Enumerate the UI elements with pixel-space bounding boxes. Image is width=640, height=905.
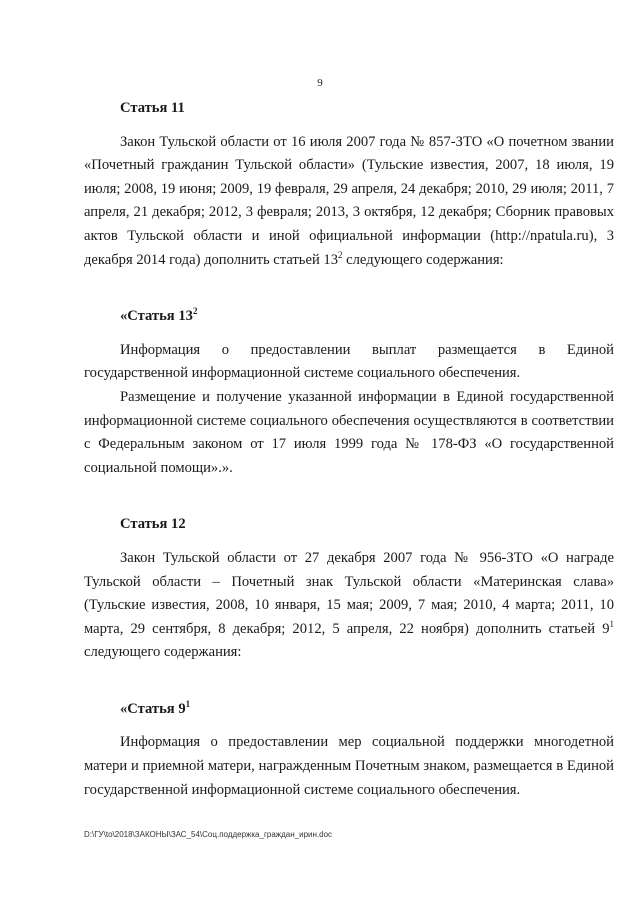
article-12-text <box>84 547 614 665</box>
article-13-2-heading <box>84 305 614 329</box>
document-body <box>84 97 614 802</box>
article-12-superscript: 1 <box>609 618 614 629</box>
article-9-1-heading-superscript: 1 <box>185 698 191 709</box>
article-11-heading: Статья 11 <box>120 100 185 116</box>
article-11-text <box>84 131 614 273</box>
article-13-2-heading-superscript: 2 <box>192 306 198 317</box>
article-9-1-heading-text: «Статья 9 <box>120 700 186 717</box>
article-12-text-main: Закон Тульской области от 27 декабря 2007 года № 956-ЗТО «О награде Тульской области – Почетный знак Тульской области «Материнская слава» (Тульские известия, 2008, 10 января, 15 мая; 2009, 7 мая; 2010, 4 марта; 2011, 10 марта, 29 сентября, 8 декабря; 2012, 5 апреля, 22 ноября) дополнить статьей 9 <box>84 549 614 637</box>
file-path-footer: D:\ГУ\to\2018\ЗАКОНЫ\ЗАС_54\Соц.поддержка_граждан_ирин.doc <box>84 830 333 839</box>
article-11-text-main: Закон Тульской области от 16 июля 2007 года № 857-ЗТО «О почетном звании «Почетный гражданин Тульской области» (Тульские известия, 2007, 18 июля, 19 июля; 2008, 19 июня; 2009, 19 февраля, 29 апреля, 24 декабря; 2010, 29 июля; 2011, 7 апреля, 21 декабря; 2012, 3 февраля; 2013, 3 октября, 12 декабря; Сборник правовых актов Тульской области и иной официальной информации (http://npatula.ru), 3 декабря 2014 года) дополнить статьей 13 <box>84 133 614 268</box>
article-11-superscript: 2 <box>338 249 343 260</box>
article-13-2-heading-text: «Статья 13 <box>120 308 193 325</box>
article-9-1-paragraph-1: Информация о предоставлении мер социальной поддержки многодетной матери и приемной матери, награжденным Почетным знаком, размещается в Единой государственной информационной системе социального обеспечения. <box>84 734 614 798</box>
article-12-text-end: следующего содержания: <box>84 644 242 661</box>
article-11-text-end: следующего содержания: <box>342 251 504 268</box>
page-number: 9 <box>317 77 323 89</box>
article-9-1-heading <box>84 698 614 722</box>
article-12-heading: Статья 12 <box>120 516 186 533</box>
article-13-2-paragraph-1: Информация о предоставлении выплат размещается в Единой государственной информационной системе социального обеспечения. <box>84 341 614 382</box>
article-13-2-paragraph-2: Размещение и получение указанной информации в Единой государственной информационной системе социального обеспечения осуществляются в соответствии с Федеральным законом от 17 июля 1999 года № 178-ФЗ «О государственной социальной помощи».». <box>84 388 614 476</box>
